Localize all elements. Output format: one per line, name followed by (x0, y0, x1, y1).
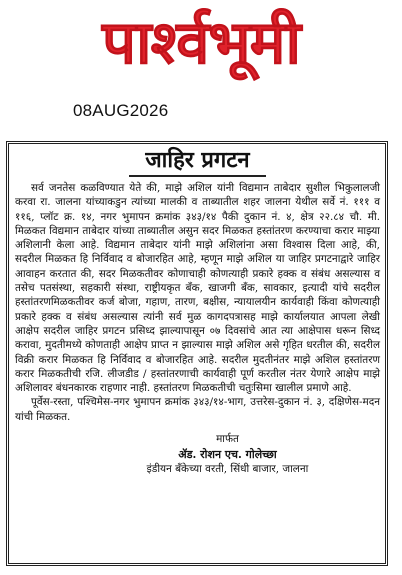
notice-paragraph-boundaries: पूर्वेस-रस्ता, पश्चिमेस-नगर भुमापन क्रमांक ३४३/१४-भाग, उत्तरेस-दुकान नं. ३, दक्षिणेस-मदन यांची मिळकत. (15, 396, 380, 423)
public-notice-box (6, 141, 388, 566)
publication-date: 08AUG2026 (73, 101, 169, 120)
signature-on-behalf: मार्फत (216, 433, 239, 446)
masthead-title: पार्श्वभूमी (101, 8, 301, 78)
notice-heading-wrap (15, 147, 380, 181)
notice-heading: जाहिर प्रगटन (129, 147, 265, 177)
newspaper-masthead (0, 6, 402, 82)
notice-paragraph-main: सर्व जनतेस कळविण्यात येते की, माझे अशिल यांनी विद्यमान ताबेदार सुशील भिकुलालजी करवा रा. जालना यांच्याकडुन त्यांच्या मालकी व ताब्यातील शहर जालना येथील सर्वे नं. १११ व ११६, प्लॉट क्र. १४, नगर भुमापन क्रमांक ३४३/१४ पैकी दुकान नं. ४, क्षेत्र २२.८४ चौ. मी. मिळकत विद्यमान ताबेदार यांच्या ताब्यातील असुन सदर मिळकत हस्तांतरण करण्याचा करार माझ्या अशिलानी केला आहे. विद्यमान ताबेदार यांनी माझे अशिलांना असा विश्वास दिला आहे, की, सदरील मिळकत हि निर्विवाद व बोजारहित आहे, म्हणून माझे अशिल या जाहिर प्रगटनाद्वारे जाहिर आवाहन करतात की, सदर मिळकतीवर कोणाचाही कोणत्याही प्रकारे हक्क व संबंध असल्यास व तसेच पतसंस्था, सहकारी संस्था, राष्ट्रीयकृत बँक, खाजगी बँक, सावकार, इत्यादी यांचे सदरील हस्तांतरणमिळकतीवर कर्ज बोजा, गहाण, तारण, बक्षीस, न्यायालयीन कार्यवाही किंवा कोणत्याही प्रकारे हक्क व संबंध असल्यास त्यांनी सर्व मुळ कागदपत्रासह माझे कार्यालयात आपला लेखी आक्षेप सदरील जाहिर प्रगटन प्रसिध्द झाल्यापासून ०७ दिवसांचे आत त्या आक्षेपास धरून सिध्द करावा, मुदतीमध्ये कोणताही आक्षेप प्राप्त न झाल्यास माझे अशिल असे गृहित धरतील की, सदरील विक्री करार मिळकत हि निर्विवाद व बोजारहित आहे. सदरील मुदतीनंतर माझे अशिल हस्तांतरण करार मिळकतीची रजि. लीजडीड / हस्तांतरणाची कार्यवाही पूर्ण करतील नंतर येणारे आक्षेप माझे अशिलावर बंधनकारक राहणार नाही. हस्तांतरण मिळकतीची चतुःसिमा खालील प्रमाणे आहे. (15, 182, 380, 395)
signature-block (15, 432, 380, 477)
signature-advocate-name: ॲड. रोशन एच. गोलेच्छा (178, 448, 277, 462)
signature-address: इंडीयन बँकेच्या वरती, सिंधी बाजार, जालना (146, 463, 309, 476)
